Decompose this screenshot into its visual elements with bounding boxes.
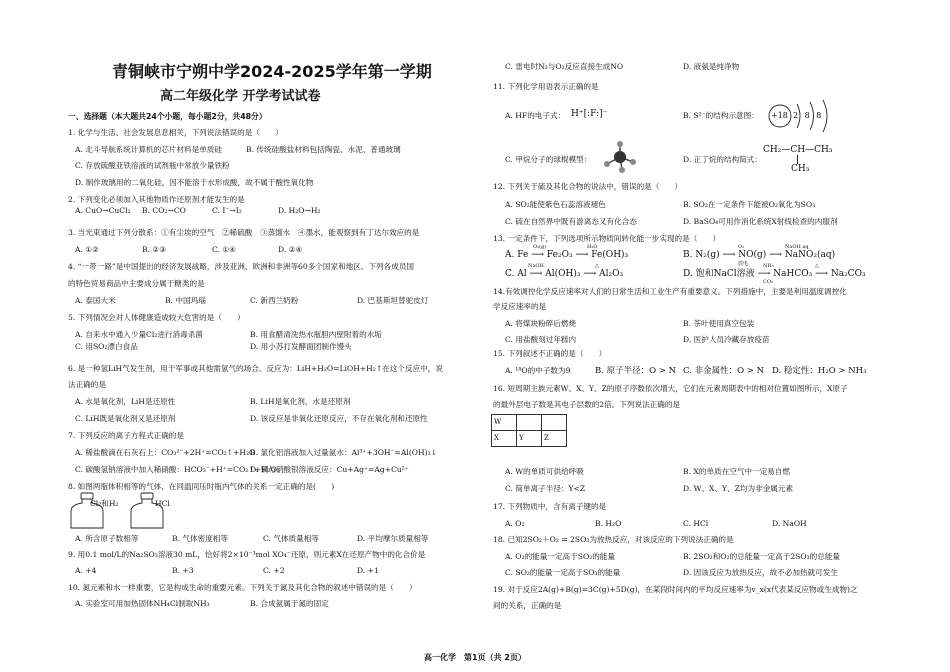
q7-option-b: B. 氯化铝溶液加入过量氨水：Al³⁺+3OH⁻=Al(OH)₃↓ (250, 448, 438, 457)
q6-option-c: C. LiH既是氧化剂又是还原剂 (75, 414, 176, 423)
butane-formula-main: CH₂—CH—CH₃ (763, 145, 833, 155)
q3-option-d: D. ②④ (278, 245, 303, 254)
q18-option-d: D. 因该反应为放热反应，故不必加热就可发生 (683, 568, 838, 577)
q11-option-c: C. 甲烷分子的球棍模型： (505, 155, 592, 164)
question-14-stem-cont: 学反应速率的是 (493, 302, 547, 311)
q16-option-b: B. X的单质在空气中一定易自燃 (683, 467, 790, 476)
q12-option-b: B. SO₂在一定条件下能被O₂氧化为SO₃ (683, 200, 816, 209)
q6-option-a: A. 水是氧化剂，LiH是还原性 (75, 397, 176, 406)
question-1-stem: 1. 化学与生活、社会发展息息相关，下列说法错误的是（ ） (68, 128, 283, 137)
butane-formula-branch-bond (797, 155, 798, 164)
question-9-stem: 9. 用0.1 mol/L的Na₂SO₃溶液30 mL，恰好将2×10⁻³mol XO₄⁻还原，则元素X在还原产物中的化合价是 (68, 550, 426, 559)
q1-option-c: C. 存放硫酸亚铁溶液的试剂瓶中常放少量铁粉 (75, 161, 230, 170)
cell-y: Y (517, 431, 542, 447)
cell-w: W (492, 415, 517, 431)
question-4-stem-cont: 的特色贸易商品中主要成分属于糖类的是 (68, 279, 205, 288)
a-cond-1: O₂(g) (533, 244, 547, 250)
q13-option-a: A. Fe ⟶ Fe₂O₃ ⟶ Fe(OH)₃ (505, 250, 629, 260)
question-13-stem: 13. 一定条件下，下列选项所示物质间转化能一步实现的是（ ） (493, 234, 721, 243)
question-2-stem: 2. 下列变化必须加入其他物质作还原剂才能发生的是 (68, 195, 245, 204)
q5-option-c: C. 用SO₂漂白食品 (75, 342, 138, 351)
page-footer: 高一化学 第1页（共 2页） (424, 653, 526, 662)
q12-option-d: D. BaSO₄可用作消化系统X射线检查的内服剂 (683, 217, 838, 226)
q3-option-b: B. ②③ (142, 245, 167, 254)
q11-option-d: D. 正丁烷的结构简式： (683, 155, 762, 164)
q2-option-d: D. H₂O→H₂ (278, 206, 321, 215)
q10-option-b: B. 合成氨属于氮的固定 (250, 599, 329, 608)
bottle-2-label: HCl (155, 499, 170, 508)
q8-option-a: A. 所含原子数相等 (75, 534, 139, 543)
q13-option-b: B. N₂(g) ⟶ NO(g) ⟶ NaNO₂(aq) (683, 250, 836, 260)
butane-formula-branch: CH₃ (791, 164, 810, 174)
question-5-stem: 5. 下列情况会对人体健康造成较大危害的是（ ） (68, 313, 245, 322)
q17-option-b: B. H₂O (595, 519, 622, 528)
c-cond-1: NaOH (528, 263, 544, 269)
q14-option-c: C. 用盐酸刻过年糕内 (505, 335, 577, 344)
q7-option-c: C. 碳酸氢钠溶液中加入稀硝酸：HCO₃⁻+H⁺=CO₂↑+H₂O (75, 465, 277, 474)
q9-option-a: A. +4 (75, 566, 97, 575)
q7-option-d: D. 铜与硝酸银溶液反应：Cu+Ag⁺=Ag+Cu²⁺ (250, 465, 409, 474)
q18-option-a: A. O₂的能量一定高于SO₂的能量 (505, 552, 615, 561)
q4-option-b: B. 中国玛瑙 (165, 296, 206, 305)
q17-option-d: D. NaOH (772, 519, 807, 528)
question-16-stem-cont: 的最外层电子数是其电子层数的2倍。下列说法正确的是 (493, 400, 681, 409)
hf-electron-formula: H⁺[:F:]⁻ (571, 109, 608, 119)
d-cond-2: △ (815, 263, 819, 269)
q13-option-d: D. 饱和NaCl溶液 ⟶ NaHCO₃ ⟶ Na₂CO₃ (683, 269, 866, 279)
q3-option-a: A. ①② (75, 245, 99, 254)
q1-option-b: B. 传统硅酸盐材料包括陶瓷、水泥、普通玻璃 (246, 145, 401, 154)
q2-option-c: C. I⁻→I₂ (212, 206, 242, 215)
q1-option-a: A. 北斗导航系统计算机的芯片材料是单质硅 (75, 145, 222, 154)
q10-option-a: A. 实验室可用加热固体NH₄Cl制取NH₃ (75, 599, 210, 608)
c-cond-2: △ (595, 263, 599, 269)
q12-option-c: C. 硫在自然界中既有游离态又有化合态 (505, 217, 637, 226)
q13-option-c: C. Al ⟶ Al(OH)₃ ⟶ Al₂O₃ (505, 269, 624, 279)
q11-option-b: B. S²⁻的结构示意图： (683, 111, 759, 120)
q2-option-a: A. CuO→CuCl₂ (75, 206, 131, 215)
q8-option-b: B. 气体密度相等 (172, 534, 228, 543)
q3-option-c: C. ①④ (212, 245, 236, 254)
d-cond-1: NH₃ (763, 263, 774, 269)
exam-subtitle: 高二年级化学 开学考试试卷 (160, 89, 321, 104)
question-14-stem: 14.有效调控化学反应速率对人们的日常生活和工业生产有重要意义。下列措施中，主要是利用温度调控化 (493, 287, 847, 296)
b-cond-1: O₂ (738, 244, 745, 250)
q17-option-a: A. O₂ (505, 519, 525, 528)
section-heading: 一、选择题（本大题共24个小题，每小题2分，共48分） (68, 112, 267, 121)
cell-z: Z (542, 431, 567, 447)
question-16-stem: 16. 短周期主族元素W、X、Y、Z的原子序数依次增大，它们在元素周期表中的相对位置如图所示，X原子 (493, 384, 848, 393)
question-18-stem: 18. 已知2SO₂＋O₂ ⇌ 2SO₃为放热反应，对该反应的下列说法正确的是 (493, 535, 734, 544)
question-19-stem-cont: 间的关系，正确的是 (493, 601, 562, 610)
question-6-stem: 6. 是一种氢LiH气发生剂，用于军事或其他需氢气的场合。反应为：LiH+H₂O=LiOH+H₂↑在这个反应中，说 (68, 364, 443, 373)
q14-option-d: D. 医护人员冷藏存放疫苗 (683, 335, 770, 344)
question-6-stem-cont: 法正确的是 (68, 380, 106, 389)
question-10-stem: 10. 氮元素和水一样重要，它是构成生命的重要元素。下列关于氮及其化合物的叙述中错误的是（ ） (68, 583, 417, 592)
nucleus-charge: +18 (771, 111, 788, 120)
q15-option-c: C. 非金属性：O > N (683, 366, 765, 376)
cell-x: X (492, 431, 517, 447)
electron-shells: 2 8 8 (793, 111, 822, 120)
q1-option-d: D. 制作玻璃用的二氧化硅，因不能溶于水形成酸，故不属于酸性氧化物 (75, 178, 314, 187)
q12-option-a: A. SO₂能使紫色石蕊溶液褪色 (505, 200, 606, 209)
q16-option-d: D. W、X、Y、Z均为非金属元素 (683, 484, 794, 493)
a-cond-2: H₂O (587, 244, 598, 250)
methane-ball-stick-icon (600, 140, 640, 174)
gas-bottle-2-icon (128, 492, 168, 530)
question-19-stem: 19. 对于反应2A(g)+B(g)=3C(g)+5D(g)，在某段时间内的平均反应速率为v_x(x代表某反应物或生成物)之 (493, 585, 858, 594)
q10-option-d: D. 液氨是纯净物 (683, 62, 740, 71)
q16-option-c: C. 简单离子半径：Y<Z (505, 484, 586, 493)
q4-option-d: D. 巴基斯坦替驼皮灯 (357, 296, 429, 305)
question-3-stem: 3. 当光束通过下列分散系：①有尘埃的空气 ②稀硫酸 ③蒸馏水 ④墨水，能观察到有丁达尔效应的是 (68, 228, 420, 237)
q7-option-a: A. 稀盐酸滴在石灰石上：CO₃²⁻+2H⁺=CO₂↑+H₂O (75, 448, 256, 457)
question-7-stem: 7. 下列反应的离子方程式正确的是 (68, 431, 184, 440)
q9-option-b: B. +3 (172, 566, 194, 575)
q4-option-a: A. 泰国大米 (75, 296, 116, 305)
question-17-stem: 17. 下列物质中，含有离子键的是 (493, 502, 607, 511)
left-column (0, 0, 475, 650)
b-cond-1b: 放电 (738, 261, 749, 267)
q5-option-d: D. 用小苏打发酵面团制作馒头 (250, 342, 352, 351)
bottle-1-label: Cl₂和H₂ (90, 499, 119, 508)
right-column (475, 0, 950, 650)
q15-option-b: B. 原子半径：O > N (595, 366, 677, 376)
exam-title: 青铜峡市宁朔中学2024-2025学年第一学期 (112, 62, 432, 81)
d-cond-1b: CO₂ (763, 279, 773, 285)
question-8-stem: 8. 如图两瓶体积相等的气体，在同温同压时瓶内气体的关系一定正确的是( ) (68, 482, 335, 491)
question-12-stem: 12. 下列关于硫及其化合物的说法中，错误的是（ ） (493, 182, 683, 191)
q18-option-b: B. 2SO₂和O₂的总能量一定高于2SO₃的总能量 (683, 552, 841, 561)
question-15-stem: 15. 下列叙述不正确的是（ ） (493, 349, 607, 358)
q8-option-d: D. 平均摩尔质量相等 (357, 534, 429, 543)
question-11-stem: 11. 下列化学用语表示正确的是 (493, 82, 599, 91)
q14-option-a: A. 将煤块粉碎后燃烧 (505, 319, 577, 328)
q6-option-b: B. LiH是氧化剂，水是还原剂 (250, 397, 351, 406)
q10-option-c: C. 雷电时N₂与O₂反应直接生成NO (505, 62, 624, 71)
q16-option-a: A. W的单质可供给呼吸 (505, 467, 584, 476)
q5-option-a: A. 自来水中通入少量Cl₂进行消毒杀菌 (75, 330, 203, 339)
q4-option-c: C. 新西兰奶粉 (250, 296, 299, 305)
q9-option-c: C. +2 (263, 566, 285, 575)
periodic-table-fragment (491, 414, 567, 447)
question-4-stem: 4. “一带一路”是中国提出的经济发展战略，涉及亚洲、欧洲和非洲等60多个国家和地区。下列各成员国 (68, 262, 415, 271)
q8-option-c: C. 气体质量相等 (263, 534, 319, 543)
q17-option-c: C. HCl (683, 519, 709, 528)
q6-option-d: D. 该反应是非氧化还原反应，不存在氧化剂和还原性 (250, 414, 428, 423)
q5-option-b: B. 用食醋清洗热水瓶胆内壁附着的水垢 (250, 330, 382, 339)
gas-bottle-1-icon (68, 492, 108, 530)
q14-option-b: B. 茶叶使用真空包装 (683, 319, 755, 328)
q18-option-c: C. SO₂的能量一定高于SO₃的能量 (505, 568, 621, 577)
q15-option-a: A. ¹⁸O的中子数为9 (505, 366, 571, 375)
q9-option-d: D. +1 (357, 566, 379, 575)
q11-option-a: A. HF的电子式： (505, 111, 566, 120)
q15-option-d: D. 稳定性：H₂O > NH₃ (772, 366, 867, 376)
q2-option-b: B. CO₂→CO (142, 206, 186, 215)
b-cond-2: NaOH aq (785, 244, 809, 250)
